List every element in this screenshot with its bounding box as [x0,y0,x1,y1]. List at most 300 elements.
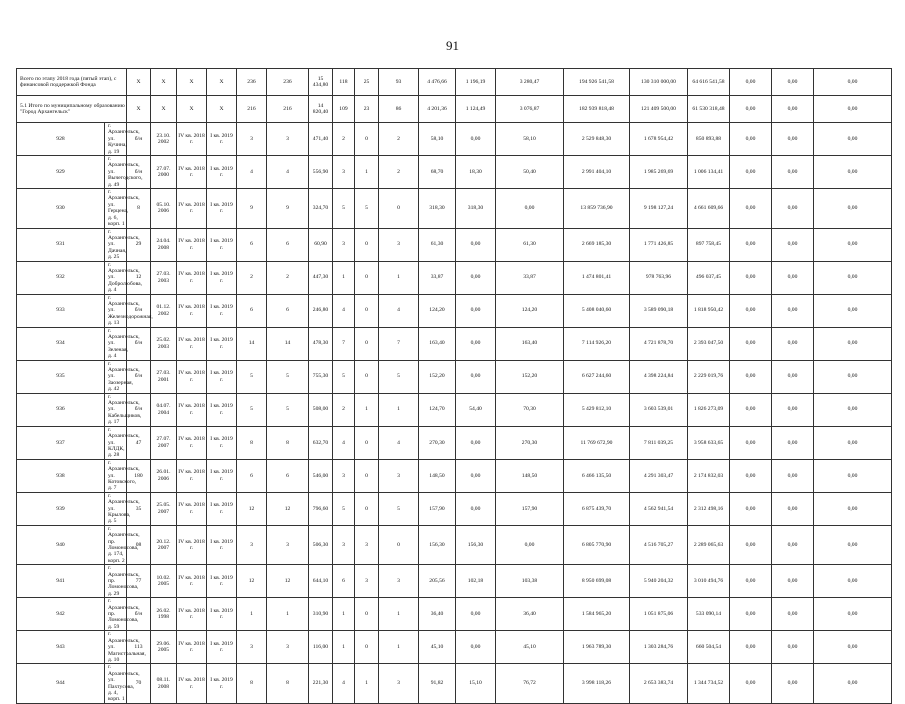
cell-a3: 0,00 [496,189,564,228]
row-number-cell: 938 [17,459,105,492]
address-cell: г. Архангельск, ул. Кучина, д. 19 [105,123,127,156]
summary-cell: 0,00 [730,96,772,123]
cell-z2: 0,00 [772,156,814,189]
summary-cell: 3 280,47 [496,69,564,96]
cell-p3: 5 [379,360,419,393]
cell-p1: 5 [333,360,355,393]
cell-p1: 3 [333,228,355,261]
cell-q1: IV кв. 2018 г. [177,525,207,564]
cell-z1: 0,00 [730,156,772,189]
cell-p1: 1 [333,598,355,631]
cell-a2: 15,10 [456,664,496,703]
cell-s2: 978 763,96 [630,261,688,294]
cell-area: 632,70 [309,426,333,459]
cell-s1: 8 950 699,08 [564,565,630,598]
table-row [17,327,892,360]
cell-q1: IV кв. 2018 г. [177,360,207,393]
cell-area: 546,00 [309,459,333,492]
cell-doc: б/н [127,327,151,360]
cell-p1: 4 [333,664,355,703]
cell-c1: 12 [237,565,267,598]
cell-q2: I кв. 2019 г. [207,492,237,525]
cell-s3: 3 958 633,65 [688,426,730,459]
cell-s1: 2 991 404,10 [564,156,630,189]
cell-c1: 8 [237,664,267,703]
cell-area: 644,10 [309,565,333,598]
cell-doc: б/н [127,360,151,393]
table-row [17,525,892,564]
cell-c1: 1 [237,598,267,631]
cell-date: 25.05. 2007 [151,492,177,525]
cell-c2: 8 [267,664,309,703]
cell-c1: 6 [237,228,267,261]
table-row [17,189,892,228]
address-cell: г. Архангельск, ул. Пахтусова, д. 4, корп. 1 [105,664,127,703]
address-cell: г. Архангельск, ул. Зеленая, д. 4 [105,327,127,360]
cell-c1: 9 [237,189,267,228]
cell-date: 04.07. 2004 [151,393,177,426]
cell-date: 23.10. 2002 [151,123,177,156]
cell-doc: б/н [127,123,151,156]
cell-doc: б/н [127,294,151,327]
address-cell: г. Архангельск, ул. Крылова, д. 5 [105,492,127,525]
cell-a2: 0,00 [456,426,496,459]
cell-a1: 157,90 [419,492,456,525]
cell-doc: 12 [127,261,151,294]
summary-label: 5.1 Итого по муниципальному образованию "Город Архангельск" [17,96,127,123]
cell-s1: 1 584 965,20 [564,598,630,631]
cell-p3: 3 [379,459,419,492]
cell-p1: 5 [333,492,355,525]
cell-s1: 6 466 135,50 [564,459,630,492]
cell-area: 447,30 [309,261,333,294]
table-row [17,492,892,525]
cell-p2: 0 [355,123,379,156]
cell-a1: 124,20 [419,294,456,327]
cell-z2: 0,00 [772,228,814,261]
table-row [17,664,892,703]
cell-a2: 318,30 [456,189,496,228]
cell-a2: 54,40 [456,393,496,426]
cell-p2: 1 [355,393,379,426]
cell-z2: 0,00 [772,525,814,564]
summary-cell: 0,00 [814,69,892,96]
cell-s3: 2 312 498,16 [688,492,730,525]
cell-s3: 1 006 134,41 [688,156,730,189]
cell-area: 116,00 [309,631,333,664]
cell-date: 25.02. 2003 [151,327,177,360]
summary-cell: 93 [379,69,419,96]
cell-z2: 0,00 [772,123,814,156]
cell-doc: б/н [127,393,151,426]
cell-p3: 2 [379,156,419,189]
cell-area: 478,30 [309,327,333,360]
cell-z1: 0,00 [730,360,772,393]
cell-p2: 0 [355,492,379,525]
cell-z1: 0,00 [730,525,772,564]
housing-resettlement-table [16,68,892,704]
cell-a3: 124,20 [496,294,564,327]
cell-area: 508,00 [309,393,333,426]
cell-s1: 6 627 244,60 [564,360,630,393]
cell-p3: 4 [379,294,419,327]
cell-s1: 2 529 848,30 [564,123,630,156]
cell-c1: 12 [237,492,267,525]
cell-z2: 0,00 [772,393,814,426]
cell-a3: 61,30 [496,228,564,261]
cell-a2: 156,30 [456,525,496,564]
cell-s3: 897 758,45 [688,228,730,261]
cell-c2: 3 [267,525,309,564]
cell-c1: 3 [237,525,267,564]
cell-p1: 7 [333,327,355,360]
cell-q1: IV кв. 2018 г. [177,123,207,156]
summary-cell: 0,00 [814,96,892,123]
cell-s3: 4 661 609,66 [688,189,730,228]
cell-z1: 0,00 [730,294,772,327]
cell-z3: 0,00 [814,189,892,228]
cell-a3: 0,00 [496,525,564,564]
cell-s2: 7 811 039,25 [630,426,688,459]
cell-s2: 5 940 204,32 [630,565,688,598]
cell-q2: I кв. 2019 г. [207,459,237,492]
cell-s3: 1 818 950,42 [688,294,730,327]
cell-a2: 0,00 [456,294,496,327]
cell-z3: 0,00 [814,525,892,564]
cell-s2: 4 291 303,47 [630,459,688,492]
cell-a1: 91,82 [419,664,456,703]
cell-s3: 660 504,54 [688,631,730,664]
cell-q2: I кв. 2019 г. [207,327,237,360]
row-number-cell: 942 [17,598,105,631]
cell-z3: 0,00 [814,327,892,360]
cell-p1: 3 [333,525,355,564]
summary-cell: 25 [355,69,379,96]
cell-z1: 0,00 [730,261,772,294]
cell-area: 324,70 [309,189,333,228]
cell-s2: 1 678 954,42 [630,123,688,156]
summary-cell: X [207,69,237,96]
cell-q1: IV кв. 2018 г. [177,459,207,492]
cell-s3: 1 344 734,52 [688,664,730,703]
cell-doc: 47 [127,426,151,459]
cell-doc: 77 [127,565,151,598]
cell-s1: 1 474 801,41 [564,261,630,294]
cell-a2: 0,00 [456,631,496,664]
row-number-cell: 944 [17,664,105,703]
cell-p1: 4 [333,294,355,327]
cell-a2: 0,00 [456,492,496,525]
cell-c1: 4 [237,156,267,189]
cell-a2: 0,00 [456,261,496,294]
row-number-cell: 937 [17,426,105,459]
cell-p1: 2 [333,123,355,156]
cell-s1: 5 408 040,60 [564,294,630,327]
address-cell: г. Архангельск, ул. Добролюбова, д. 4 [105,261,127,294]
cell-doc: 8 [127,189,151,228]
cell-q1: IV кв. 2018 г. [177,261,207,294]
cell-s2: 4 398 224,84 [630,360,688,393]
cell-p3: 2 [379,123,419,156]
address-cell: г. Архангельск, пр. Ломоносова, д. 59 [105,598,127,631]
cell-a3: 36,40 [496,598,564,631]
cell-s2: 9 198 127,24 [630,189,688,228]
summary-cell: 182 939 818,48 [564,96,630,123]
address-cell: г. Архангельск, ул. Заозерная, д. 42 [105,360,127,393]
cell-s1: 5 429 812,10 [564,393,630,426]
cell-s3: 3 010 494,76 [688,565,730,598]
row-number-cell: 936 [17,393,105,426]
cell-doc: 180 [127,459,151,492]
cell-s3: 850 893,88 [688,123,730,156]
table-row [17,598,892,631]
cell-q1: IV кв. 2018 г. [177,664,207,703]
cell-a2: 0,00 [456,327,496,360]
cell-area: 755,30 [309,360,333,393]
cell-p1: 4 [333,426,355,459]
cell-p1: 1 [333,631,355,664]
cell-p1: 5 [333,189,355,228]
cell-c2: 3 [267,123,309,156]
cell-s1: 13 859 736,90 [564,189,630,228]
address-cell: г. Архангельск, ул. Котовского, д. 7 [105,459,127,492]
address-cell: г. Архангельск, ул. Вычегодского, д. 49 [105,156,127,189]
cell-z3: 0,00 [814,228,892,261]
cell-s3: 2 289 065,63 [688,525,730,564]
cell-p2: 0 [355,459,379,492]
cell-q2: I кв. 2019 г. [207,393,237,426]
cell-p3: 7 [379,327,419,360]
cell-s2: 1 051 875,06 [630,598,688,631]
cell-a3: 33,87 [496,261,564,294]
address-cell: г. Архангельск, ул. КЛДК, д. 28 [105,426,127,459]
table-row [17,631,892,664]
cell-c1: 2 [237,261,267,294]
table-row [17,294,892,327]
cell-z3: 0,00 [814,631,892,664]
cell-s2: 4 562 941,54 [630,492,688,525]
cell-p3: 5 [379,492,419,525]
cell-area: 506,30 [309,525,333,564]
cell-z3: 0,00 [814,664,892,703]
cell-z1: 0,00 [730,426,772,459]
cell-a3: 58,10 [496,123,564,156]
cell-c2: 1 [267,598,309,631]
cell-q1: IV кв. 2018 г. [177,156,207,189]
cell-c2: 6 [267,459,309,492]
cell-date: 08.11. 2008 [151,664,177,703]
cell-s1: 7 114 926,20 [564,327,630,360]
cell-z3: 0,00 [814,459,892,492]
cell-p1: 1 [333,261,355,294]
cell-p2: 0 [355,327,379,360]
cell-q2: I кв. 2019 г. [207,360,237,393]
summary-cell: X [151,96,177,123]
summary-cell: 23 [355,96,379,123]
cell-s2: 2 653 383,74 [630,664,688,703]
cell-s3: 2 229 019,76 [688,360,730,393]
table-row [17,360,892,393]
cell-q1: IV кв. 2018 г. [177,327,207,360]
cell-c1: 5 [237,393,267,426]
cell-z2: 0,00 [772,565,814,598]
cell-q2: I кв. 2019 г. [207,156,237,189]
cell-a2: 0,00 [456,598,496,631]
cell-a1: 36,40 [419,598,456,631]
cell-p2: 5 [355,189,379,228]
cell-s1: 3 998 118,26 [564,664,630,703]
cell-s1: 6 875 439,70 [564,492,630,525]
cell-z2: 0,00 [772,598,814,631]
cell-z3: 0,00 [814,393,892,426]
cell-q1: IV кв. 2018 г. [177,189,207,228]
cell-z3: 0,00 [814,492,892,525]
row-number-cell: 934 [17,327,105,360]
cell-a3: 70,30 [496,393,564,426]
cell-a1: 124,70 [419,393,456,426]
cell-p1: 3 [333,459,355,492]
summary-cell: 118 [333,69,355,96]
cell-doc: 70 [127,664,151,703]
summary-cell: 61 530 318,48 [688,96,730,123]
table-row [17,261,892,294]
address-cell: г. Архангельск, ул. Герцена, д. 6, корп. 1 [105,189,127,228]
cell-z3: 0,00 [814,360,892,393]
cell-s2: 1 303 284,76 [630,631,688,664]
cell-a2: 0,00 [456,123,496,156]
cell-c2: 5 [267,393,309,426]
cell-c2: 12 [267,565,309,598]
cell-date: 24.04. 2008 [151,228,177,261]
cell-s2: 3 589 090,18 [630,294,688,327]
cell-s2: 1 771 426,85 [630,228,688,261]
cell-date: 26.02. 1998 [151,598,177,631]
row-number-cell: 931 [17,228,105,261]
row-number-cell: 929 [17,156,105,189]
cell-q2: I кв. 2019 г. [207,189,237,228]
cell-area: 471,40 [309,123,333,156]
cell-a3: 45,10 [496,631,564,664]
cell-z3: 0,00 [814,565,892,598]
cell-p1: 6 [333,565,355,598]
cell-c2: 6 [267,294,309,327]
cell-p3: 3 [379,565,419,598]
cell-p3: 3 [379,228,419,261]
cell-area: 246,80 [309,294,333,327]
cell-date: 10.02. 2005 [151,565,177,598]
cell-z3: 0,00 [814,156,892,189]
cell-z1: 0,00 [730,189,772,228]
summary-cell: 4 476,66 [419,69,456,96]
cell-z3: 0,00 [814,123,892,156]
cell-a2: 102,18 [456,565,496,598]
cell-s3: 2 174 832,03 [688,459,730,492]
cell-a1: 33,87 [419,261,456,294]
row-number-cell: 933 [17,294,105,327]
summary-cell: 236 [237,69,267,96]
summary-row [17,96,892,123]
table-row [17,228,892,261]
cell-p2: 0 [355,228,379,261]
cell-a3: 270,30 [496,426,564,459]
cell-z1: 0,00 [730,123,772,156]
summary-label: Всего по этапу 2018 года (пятый этап), с финансовой поддержкой Фонда [17,69,127,96]
cell-a3: 152,20 [496,360,564,393]
cell-q1: IV кв. 2018 г. [177,598,207,631]
table-row [17,459,892,492]
cell-q1: IV кв. 2018 г. [177,426,207,459]
cell-s1: 1 963 789,30 [564,631,630,664]
cell-z2: 0,00 [772,189,814,228]
row-number-cell: 932 [17,261,105,294]
summary-row [17,69,892,96]
cell-p2: 1 [355,664,379,703]
cell-p2: 0 [355,426,379,459]
cell-q2: I кв. 2019 г. [207,261,237,294]
cell-date: 29.06. 2005 [151,631,177,664]
cell-a3: 50,40 [496,156,564,189]
cell-z1: 0,00 [730,565,772,598]
cell-p2: 0 [355,598,379,631]
cell-doc: 35 [127,492,151,525]
cell-c2: 5 [267,360,309,393]
cell-q2: I кв. 2019 г. [207,123,237,156]
cell-area: 556,90 [309,156,333,189]
cell-z2: 0,00 [772,327,814,360]
cell-p3: 0 [379,189,419,228]
cell-c2: 8 [267,426,309,459]
summary-cell: 216 [237,96,267,123]
cell-q1: IV кв. 2018 г. [177,631,207,664]
cell-doc: 08 [127,525,151,564]
summary-cell: 0,00 [772,96,814,123]
cell-date: 27.03. 2001 [151,360,177,393]
summary-cell: 4 201,36 [419,96,456,123]
cell-date: 01.12. 2002 [151,294,177,327]
row-number-cell: 943 [17,631,105,664]
cell-date: 27.03. 2003 [151,261,177,294]
cell-a1: 61,30 [419,228,456,261]
summary-cell: X [127,96,151,123]
table-row [17,156,892,189]
cell-a2: 0,00 [456,459,496,492]
cell-q2: I кв. 2019 г. [207,664,237,703]
cell-q1: IV кв. 2018 г. [177,294,207,327]
cell-p3: 1 [379,598,419,631]
cell-z2: 0,00 [772,360,814,393]
cell-q1: IV кв. 2018 г. [177,393,207,426]
cell-z1: 0,00 [730,492,772,525]
summary-cell: 121 409 500,00 [630,96,688,123]
cell-s3: 1 826 273,09 [688,393,730,426]
summary-cell: 14 820,40 [309,96,333,123]
cell-s2: 4 721 878,70 [630,327,688,360]
cell-z1: 0,00 [730,393,772,426]
cell-c2: 6 [267,228,309,261]
cell-a1: 318,30 [419,189,456,228]
cell-a1: 156,30 [419,525,456,564]
cell-s3: 2 393 047,50 [688,327,730,360]
row-number-cell: 935 [17,360,105,393]
cell-z2: 0,00 [772,664,814,703]
summary-cell: 1 196,19 [456,69,496,96]
cell-p3: 1 [379,393,419,426]
cell-area: 796,60 [309,492,333,525]
cell-p3: 1 [379,631,419,664]
summary-cell: 0,00 [772,69,814,96]
summary-cell: 3 076,87 [496,96,564,123]
cell-q1: IV кв. 2018 г. [177,228,207,261]
